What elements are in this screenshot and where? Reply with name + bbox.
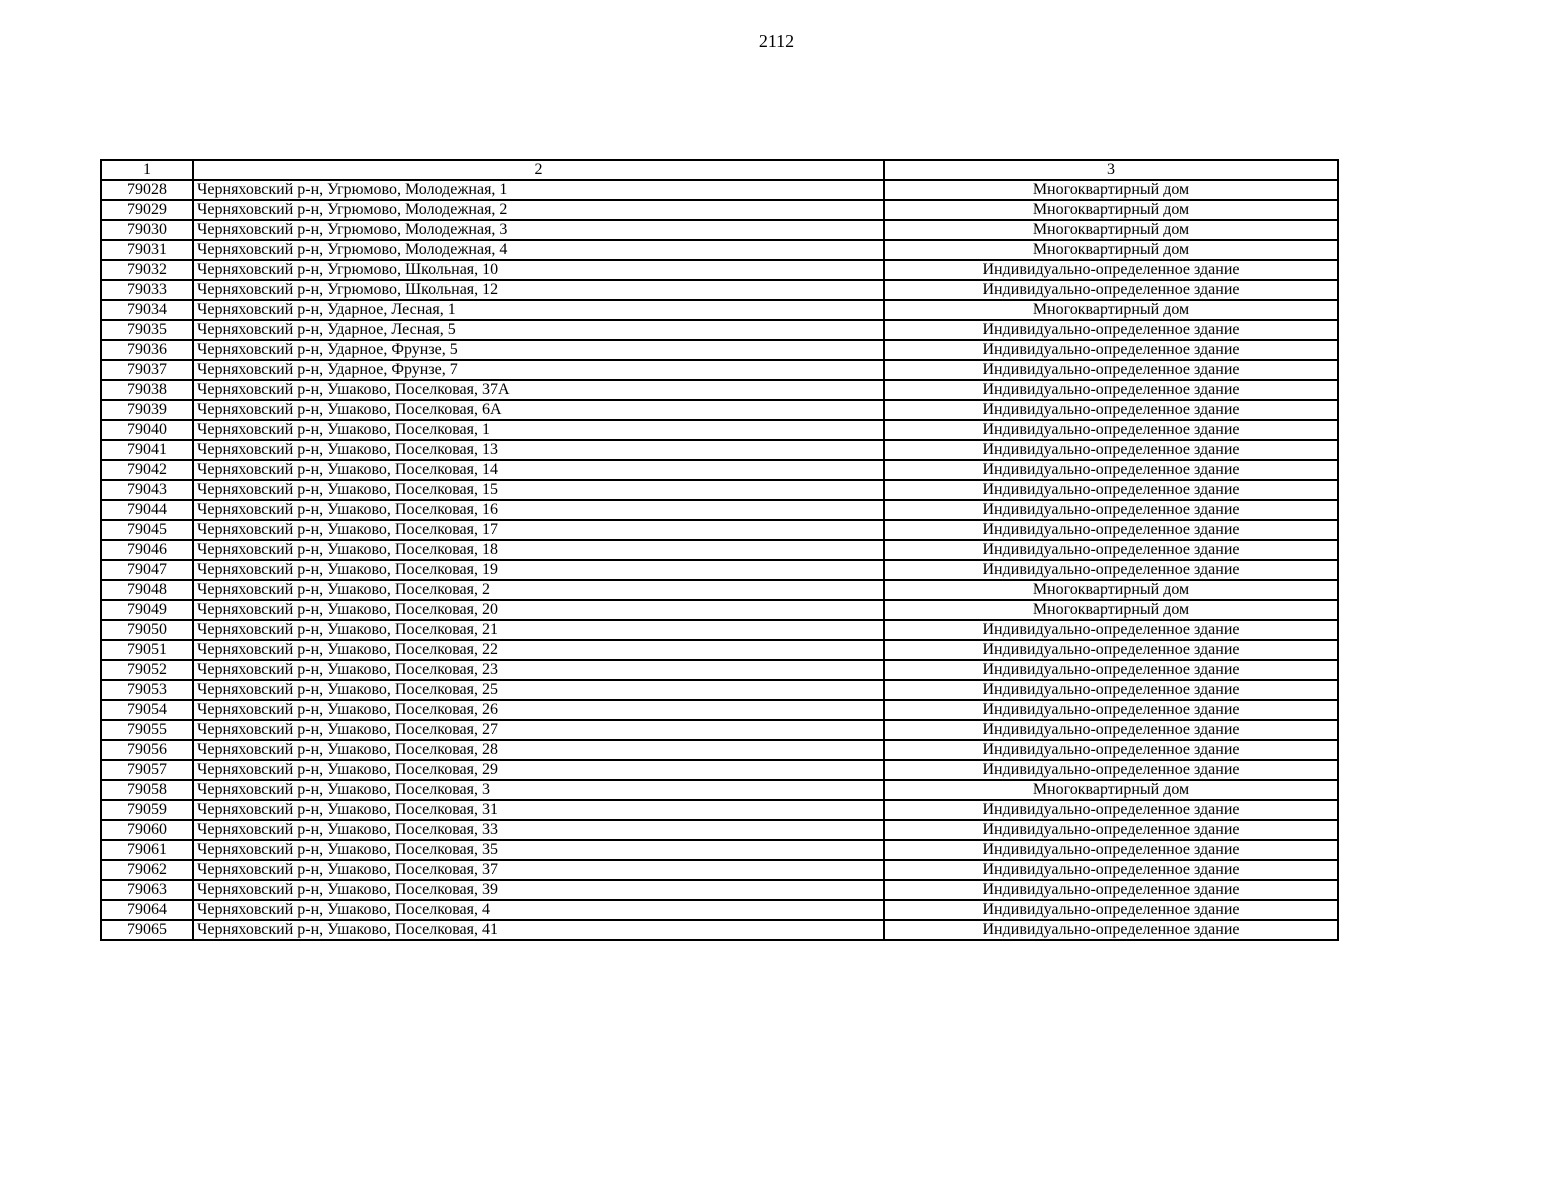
row-id-cell: 79030: [101, 220, 193, 240]
row-id-cell: 79054: [101, 700, 193, 720]
row-address-cell: Черняховский р-н, Ушаково, Поселковая, 15: [193, 480, 884, 500]
row-type-cell: Индивидуально-определенное здание: [884, 620, 1338, 640]
table-row: [101, 300, 1338, 320]
row-type-cell: Индивидуально-определенное здание: [884, 560, 1338, 580]
row-address-cell: Черняховский р-н, Ушаково, Поселковая, 27: [193, 720, 884, 740]
row-id-cell: 79035: [101, 320, 193, 340]
table-row: [101, 900, 1338, 920]
row-type-cell: Многоквартирный дом: [884, 200, 1338, 220]
row-address-cell: Черняховский р-н, Угрюмово, Школьная, 10: [193, 260, 884, 280]
table-header-row: [101, 160, 1338, 180]
row-id-cell: 79050: [101, 620, 193, 640]
row-type-cell: Многоквартирный дом: [884, 300, 1338, 320]
row-address-cell: Черняховский р-н, Ушаково, Поселковая, 39: [193, 880, 884, 900]
row-type-cell: Индивидуально-определенное здание: [884, 400, 1338, 420]
row-address-cell: Черняховский р-н, Ушаково, Поселковая, 37А: [193, 380, 884, 400]
row-type-cell: Индивидуально-определенное здание: [884, 380, 1338, 400]
row-type-cell: Индивидуально-определенное здание: [884, 520, 1338, 540]
row-id-cell: 79046: [101, 540, 193, 560]
row-id-cell: 79037: [101, 360, 193, 380]
row-address-cell: Черняховский р-н, Ушаково, Поселковая, 25: [193, 680, 884, 700]
row-address-cell: Черняховский р-н, Ударное, Лесная, 1: [193, 300, 884, 320]
row-address-cell: Черняховский р-н, Ударное, Фрунзе, 5: [193, 340, 884, 360]
row-address-cell: Черняховский р-н, Ушаково, Поселковая, 16: [193, 500, 884, 520]
row-id-cell: 79052: [101, 660, 193, 680]
table-row: [101, 460, 1338, 480]
row-id-cell: 79040: [101, 420, 193, 440]
table-body: [101, 160, 1338, 940]
row-id-cell: 79047: [101, 560, 193, 580]
row-address-cell: Черняховский р-н, Ушаково, Поселковая, 14: [193, 460, 884, 480]
row-id-cell: 79036: [101, 340, 193, 360]
row-type-cell: Индивидуально-определенное здание: [884, 760, 1338, 780]
row-address-cell: Черняховский р-н, Ушаково, Поселковая, 6А: [193, 400, 884, 420]
row-id-cell: 79053: [101, 680, 193, 700]
row-id-cell: 79065: [101, 920, 193, 940]
table-row: [101, 620, 1338, 640]
row-type-cell: Индивидуально-определенное здание: [884, 880, 1338, 900]
row-address-cell: Черняховский р-н, Ушаково, Поселковая, 22: [193, 640, 884, 660]
row-id-cell: 79038: [101, 380, 193, 400]
row-type-cell: Индивидуально-определенное здание: [884, 340, 1338, 360]
row-type-cell: Индивидуально-определенное здание: [884, 900, 1338, 920]
row-address-cell: Черняховский р-н, Угрюмово, Молодежная, 1: [193, 180, 884, 200]
row-id-cell: 79032: [101, 260, 193, 280]
row-id-cell: 79062: [101, 860, 193, 880]
row-address-cell: Черняховский р-н, Ушаково, Поселковая, 29: [193, 760, 884, 780]
row-type-cell: Индивидуально-определенное здание: [884, 480, 1338, 500]
row-type-cell: Индивидуально-определенное здание: [884, 540, 1338, 560]
table-row: [101, 400, 1338, 420]
row-id-cell: 79055: [101, 720, 193, 740]
row-address-cell: Черняховский р-н, Угрюмово, Школьная, 12: [193, 280, 884, 300]
table-row: [101, 320, 1338, 340]
table-row: [101, 360, 1338, 380]
row-type-cell: Индивидуально-определенное здание: [884, 260, 1338, 280]
row-address-cell: Черняховский р-н, Ушаково, Поселковая, 33: [193, 820, 884, 840]
row-type-cell: Индивидуально-определенное здание: [884, 740, 1338, 760]
row-id-cell: 79028: [101, 180, 193, 200]
row-type-cell: Индивидуально-определенное здание: [884, 280, 1338, 300]
row-id-cell: 79042: [101, 460, 193, 480]
row-address-cell: Черняховский р-н, Ушаково, Поселковая, 21: [193, 620, 884, 640]
column-header-2: 2: [193, 160, 884, 180]
row-id-cell: 79033: [101, 280, 193, 300]
table-row: [101, 240, 1338, 260]
table-row: [101, 700, 1338, 720]
row-type-cell: Индивидуально-определенное здание: [884, 680, 1338, 700]
column-header-3: 3: [884, 160, 1338, 180]
table-row: [101, 600, 1338, 620]
table-row: [101, 720, 1338, 740]
page-number: 2112: [758, 31, 795, 51]
row-id-cell: 79061: [101, 840, 193, 860]
row-id-cell: 79029: [101, 200, 193, 220]
row-type-cell: Многоквартирный дом: [884, 240, 1338, 260]
row-address-cell: Черняховский р-н, Ушаково, Поселковая, 13: [193, 440, 884, 460]
row-type-cell: Многоквартирный дом: [884, 780, 1338, 800]
table-row: [101, 660, 1338, 680]
row-type-cell: Индивидуально-определенное здание: [884, 720, 1338, 740]
row-address-cell: Черняховский р-н, Ушаково, Поселковая, 19: [193, 560, 884, 580]
table-row: [101, 560, 1338, 580]
row-type-cell: Индивидуально-определенное здание: [884, 820, 1338, 840]
row-type-cell: Индивидуально-определенное здание: [884, 500, 1338, 520]
table-row: [101, 860, 1338, 880]
row-id-cell: 79034: [101, 300, 193, 320]
table-row: [101, 540, 1338, 560]
table-row: [101, 780, 1338, 800]
row-address-cell: Черняховский р-н, Ушаково, Поселковая, 4: [193, 900, 884, 920]
table-row: [101, 340, 1338, 360]
row-type-cell: Многоквартирный дом: [884, 600, 1338, 620]
row-type-cell: Индивидуально-определенное здание: [884, 660, 1338, 680]
row-address-cell: Черняховский р-н, Ударное, Фрунзе, 7: [193, 360, 884, 380]
table-row: [101, 880, 1338, 900]
row-address-cell: Черняховский р-н, Ушаково, Поселковая, 28: [193, 740, 884, 760]
row-type-cell: Индивидуально-определенное здание: [884, 460, 1338, 480]
row-address-cell: Черняховский р-н, Ушаково, Поселковая, 20: [193, 600, 884, 620]
table-row: [101, 520, 1338, 540]
table-row: [101, 380, 1338, 400]
row-id-cell: 79063: [101, 880, 193, 900]
row-address-cell: Черняховский р-н, Ушаково, Поселковая, 26: [193, 700, 884, 720]
row-address-cell: Черняховский р-н, Ушаково, Поселковая, 23: [193, 660, 884, 680]
row-type-cell: Индивидуально-определенное здание: [884, 440, 1338, 460]
row-address-cell: Черняховский р-н, Ушаково, Поселковая, 41: [193, 920, 884, 940]
row-address-cell: Черняховский р-н, Ушаково, Поселковая, 37: [193, 860, 884, 880]
row-id-cell: 79051: [101, 640, 193, 660]
row-type-cell: Индивидуально-определенное здание: [884, 840, 1338, 860]
table-row: [101, 260, 1338, 280]
row-address-cell: Черняховский р-н, Угрюмово, Молодежная, 2: [193, 200, 884, 220]
row-address-cell: Черняховский р-н, Ушаково, Поселковая, 2: [193, 580, 884, 600]
table-row: [101, 920, 1338, 940]
row-address-cell: Черняховский р-н, Угрюмово, Молодежная, 4: [193, 240, 884, 260]
row-id-cell: 79043: [101, 480, 193, 500]
row-type-cell: Индивидуально-определенное здание: [884, 640, 1338, 660]
row-address-cell: Черняховский р-н, Ушаково, Поселковая, 3: [193, 780, 884, 800]
row-id-cell: 79044: [101, 500, 193, 520]
row-type-cell: Индивидуально-определенное здание: [884, 700, 1338, 720]
row-address-cell: Черняховский р-н, Ушаково, Поселковая, 18: [193, 540, 884, 560]
row-id-cell: 79039: [101, 400, 193, 420]
row-type-cell: Индивидуально-определенное здание: [884, 420, 1338, 440]
row-type-cell: Индивидуально-определенное здание: [884, 320, 1338, 340]
row-id-cell: 79056: [101, 740, 193, 760]
row-address-cell: Черняховский р-н, Ушаково, Поселковая, 17: [193, 520, 884, 540]
table-row: [101, 820, 1338, 840]
row-id-cell: 79031: [101, 240, 193, 260]
table-row: [101, 840, 1338, 860]
row-address-cell: Черняховский р-н, Ушаково, Поселковая, 31: [193, 800, 884, 820]
row-id-cell: 79060: [101, 820, 193, 840]
table-row: [101, 480, 1338, 500]
row-type-cell: Индивидуально-определенное здание: [884, 920, 1338, 940]
table-row: [101, 440, 1338, 460]
row-id-cell: 79041: [101, 440, 193, 460]
column-header-1: 1: [101, 160, 193, 180]
row-type-cell: Индивидуально-определенное здание: [884, 360, 1338, 380]
row-id-cell: 79048: [101, 580, 193, 600]
row-type-cell: Многоквартирный дом: [884, 580, 1338, 600]
table-row: [101, 420, 1338, 440]
row-id-cell: 79064: [101, 900, 193, 920]
row-type-cell: Индивидуально-определенное здание: [884, 860, 1338, 880]
registry-table: [100, 159, 1339, 941]
table-row: [101, 220, 1338, 240]
row-id-cell: 79045: [101, 520, 193, 540]
table-row: [101, 580, 1338, 600]
row-address-cell: Черняховский р-н, Ушаково, Поселковая, 1: [193, 420, 884, 440]
table-row: [101, 500, 1338, 520]
table-row: [101, 680, 1338, 700]
table-row: [101, 740, 1338, 760]
row-address-cell: Черняховский р-н, Ушаково, Поселковая, 35: [193, 840, 884, 860]
row-id-cell: 79058: [101, 780, 193, 800]
row-id-cell: 79059: [101, 800, 193, 820]
row-address-cell: Черняховский р-н, Угрюмово, Молодежная, 3: [193, 220, 884, 240]
table-row: [101, 280, 1338, 300]
row-type-cell: Индивидуально-определенное здание: [884, 800, 1338, 820]
row-type-cell: Многоквартирный дом: [884, 180, 1338, 200]
row-type-cell: Многоквартирный дом: [884, 220, 1338, 240]
table-row: [101, 200, 1338, 220]
row-address-cell: Черняховский р-н, Ударное, Лесная, 5: [193, 320, 884, 340]
table-row: [101, 760, 1338, 780]
row-id-cell: 79049: [101, 600, 193, 620]
row-id-cell: 79057: [101, 760, 193, 780]
table-row: [101, 180, 1338, 200]
table-row: [101, 800, 1338, 820]
table-row: [101, 640, 1338, 660]
